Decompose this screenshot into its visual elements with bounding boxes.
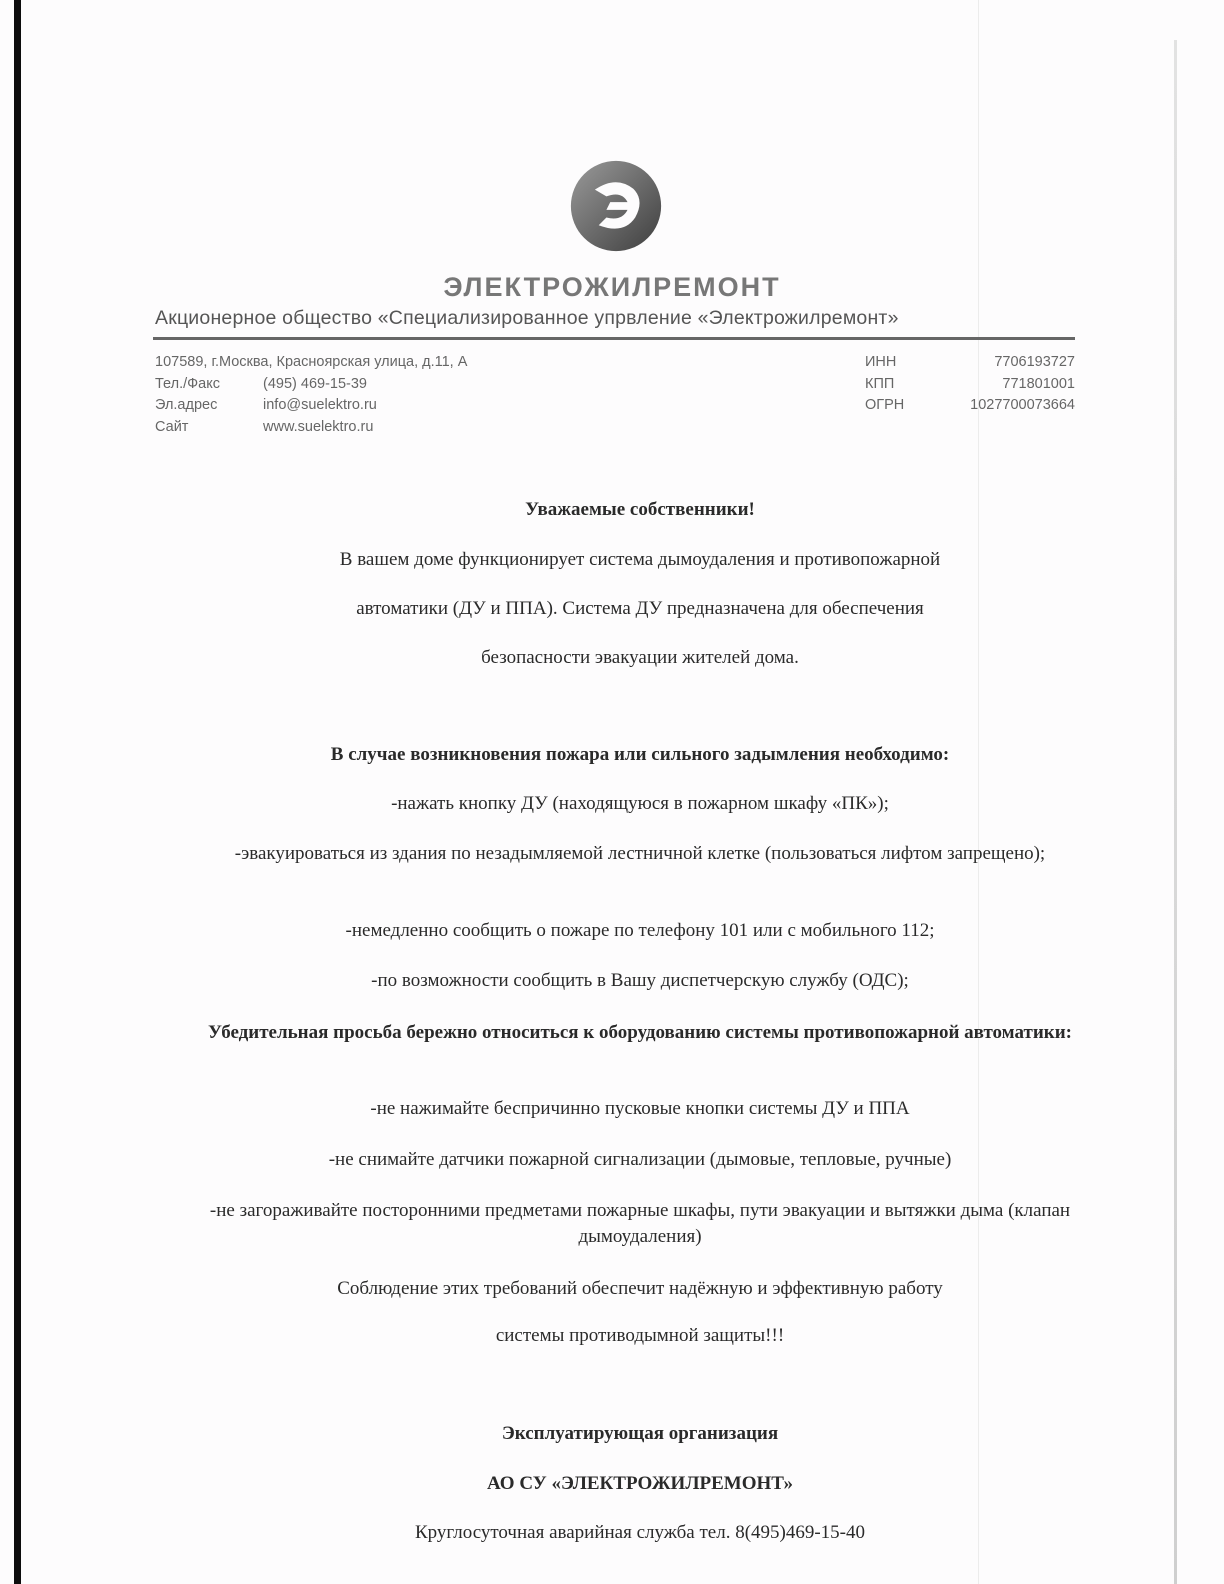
site: www.suelektro.ru: [263, 418, 374, 435]
greeting: Уважаемые собственники!: [525, 499, 755, 520]
phone-label: Тел./Факс: [155, 375, 220, 392]
fire-step: -эвакуироваться из здания по незадымляемой лестничной клетке (пользоваться лифтом запрещено);: [234, 843, 1046, 864]
kpp: 771801001: [1002, 375, 1075, 392]
signature-company: АО СУ «ЭЛЕКТРОЖИЛРЕМОНТ»: [487, 1473, 793, 1494]
email: info@suelektro.ru: [263, 397, 377, 413]
fire-heading: В случае возникновения пожара или сильного задымления необходимо:: [330, 744, 950, 765]
intro-line: безопасности эвакуации жителей дома.: [481, 647, 799, 668]
company-full-name: Акционерное общество «Специализированное упрвление «Электрожилремонт»: [155, 307, 899, 329]
ogrn: 1027700073664: [970, 397, 1075, 413]
intro-line: автоматики (ДУ и ППА). Система ДУ предназначена для обеспечения: [356, 598, 924, 619]
inn: 7706193727: [994, 354, 1075, 370]
closing-line: системы противодымной защиты!!!: [495, 1325, 785, 1346]
request-item: -не загораживайте посторонними предметами пожарные шкафы, пути эвакуации и вытяжки дыма (клапан дымоудаления): [209, 1200, 1071, 1247]
brand-name: ЭЛЕКТРОЖИЛРЕМОНТ: [443, 272, 781, 302]
address: 107589, г.Москва, Красноярская улица, д.11, А: [155, 354, 468, 370]
request-item: -не снимайте датчики пожарной сигнализации (дымовые, тепловые, ручные): [328, 1149, 952, 1170]
signature-org: Эксплуатирующая организация: [501, 1423, 779, 1444]
email-label: Эл.адрес: [155, 397, 218, 413]
scan-left-edge: [14, 0, 21, 1584]
closing-line: Соблюдение этих требований обеспечит надёжную и эффективную работу: [337, 1278, 943, 1299]
registration-block: [865, 352, 1075, 417]
kpp-label: КПП: [865, 375, 895, 392]
inn-label: ИНН: [865, 354, 897, 370]
ogrn-label: ОГРН: [865, 397, 905, 413]
site-label: Сайт: [155, 418, 189, 435]
fire-step: -по возможности сообщить в Вашу диспетчерскую службу (ОДС);: [371, 970, 909, 991]
phone: (495) 469-15-39: [263, 375, 367, 392]
intro-line: В вашем доме функционирует система дымоудаления и противопожарной: [339, 549, 941, 570]
contact-block: [155, 352, 467, 438]
request-heading: Убедительная просьба бережно относиться к оборудованию системы противопожарной автоматики:: [207, 1022, 1073, 1043]
request-item: -не нажимайте беспричинно пусковые кнопки системы ДУ и ППА: [370, 1098, 910, 1119]
emergency-phone: Круглосуточная аварийная служба тел. 8(495)469-15-40: [414, 1522, 866, 1543]
company-logo-icon: [568, 158, 664, 254]
fire-step: -немедленно сообщить о пожаре по телефону 101 или с мобильного 112;: [345, 920, 935, 941]
fire-step: -нажать кнопку ДУ (находящуюся в пожарном шкафу «ПК»);: [391, 793, 889, 814]
letterhead-divider: [153, 337, 1075, 340]
